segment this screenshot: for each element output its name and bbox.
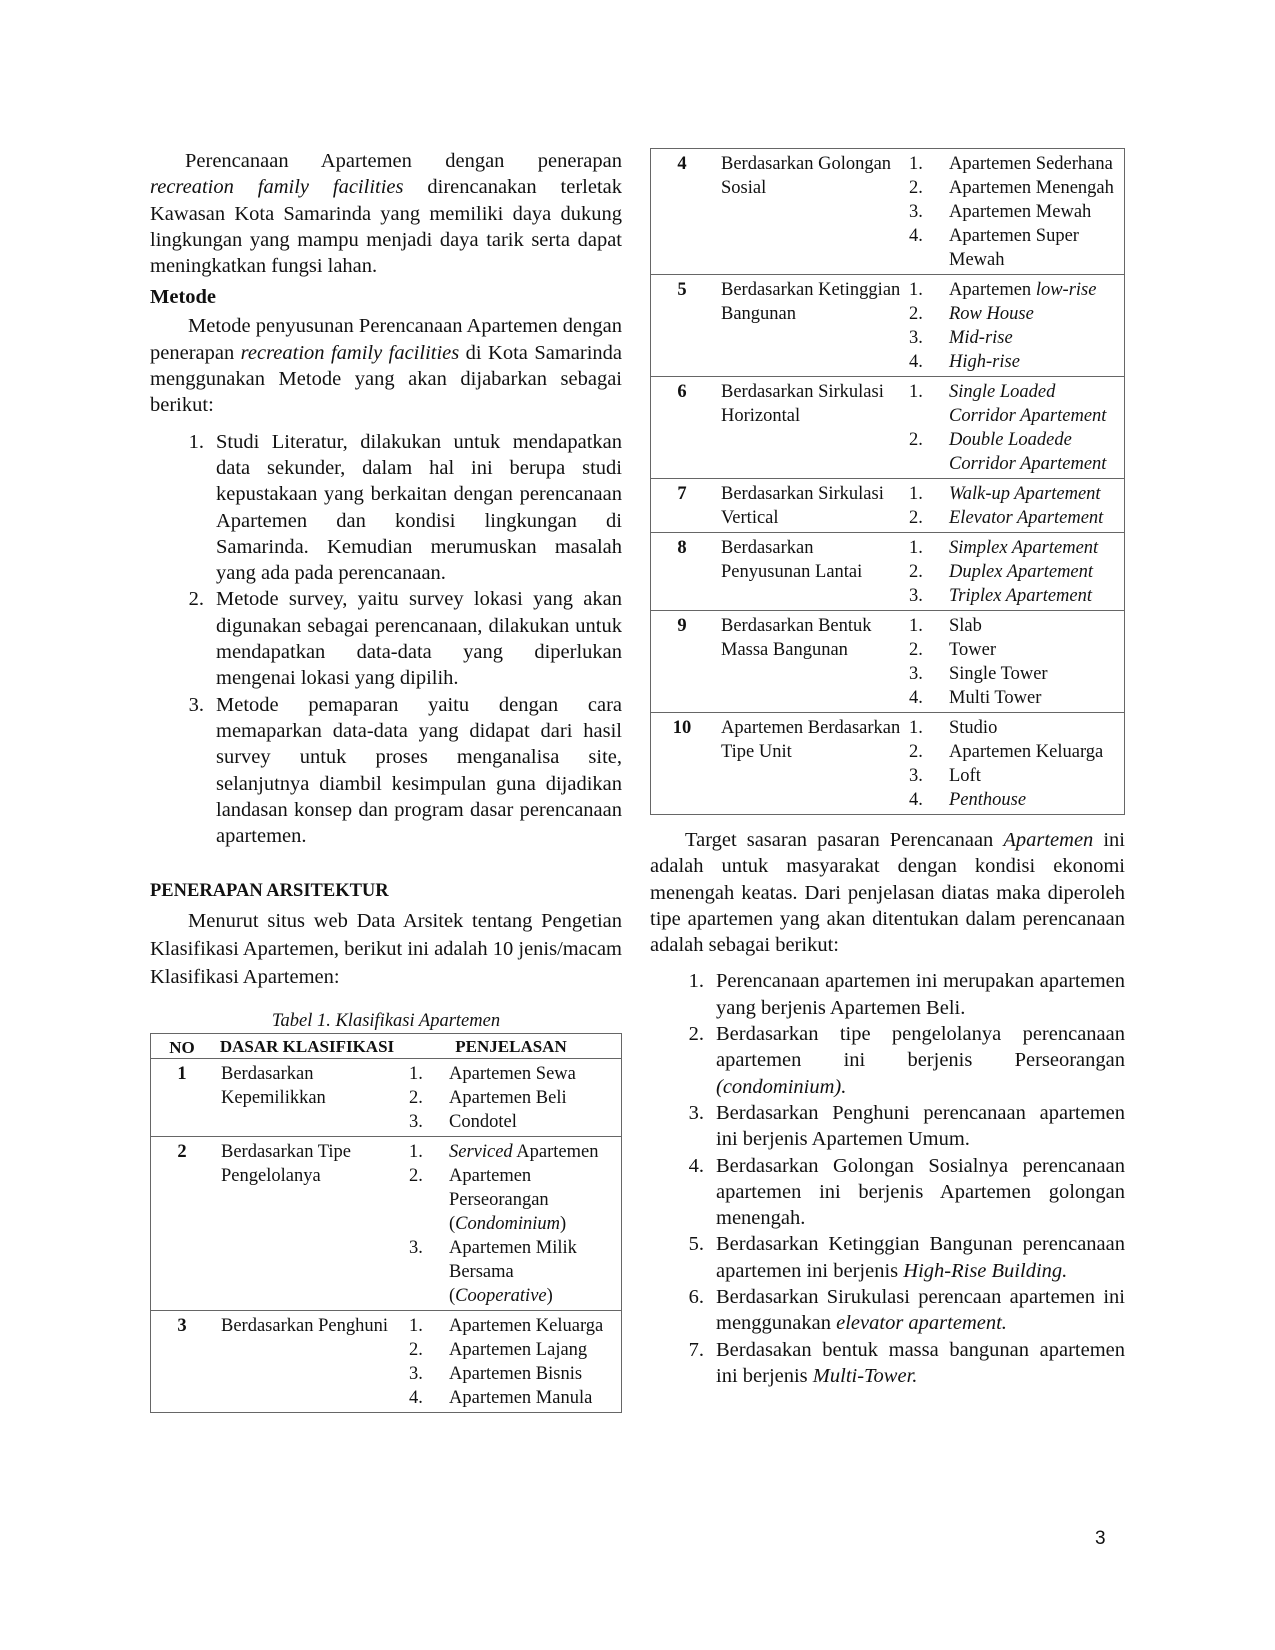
- penjelasan-item: 2. Duplex Apartement: [909, 562, 1094, 582]
- list-item: 3. Berdasarkan Penghuni perencanaan apartemen ini berjenis Apartemen Umum.: [688, 1101, 1125, 1151]
- row-number: 7: [651, 479, 714, 533]
- table-row: [151, 1137, 622, 1311]
- row-dasar: Berdasarkan Sirkulasi Horizontal: [713, 377, 901, 479]
- table-row: [651, 275, 1125, 377]
- row-penjelasan: [901, 377, 1125, 479]
- left-column: [150, 148, 622, 1413]
- row-dasar: Berdasarkan Penghuni: [213, 1311, 401, 1413]
- right-column: [650, 148, 1125, 1389]
- penjelasan-item: 3. Apartemen Mewah: [909, 202, 1092, 222]
- table-row: [651, 533, 1125, 611]
- penjelasan-item: 3. Single Tower: [909, 664, 1048, 684]
- row-penjelasan: [901, 149, 1125, 275]
- list-item: 1. Studi Literatur, dilakukan untuk mendapatkan data sekunder, dalam hal ini berupa studi kepustakaan yang berkaitan dengan perencanaan Apartemen dan kondisi lingkungan di Samarinda. Kemudian merumuskan masalah yang ada pada perencanaan.: [188, 430, 622, 585]
- list-item: 7. Berdasakan bentuk massa bangunan apartemen ini berjenis Multi-Tower.: [688, 1338, 1125, 1387]
- penjelasan-item: 2. Elevator Apartement: [909, 508, 1104, 528]
- penjelasan-item: 1. Studio: [909, 718, 998, 738]
- table-row: [651, 713, 1125, 815]
- list-item: 2. Metode survey, yaitu survey lokasi yang akan digunakan sebagai perencanaan, dilakukan untuk mendapatkan data-data yang diperlukan mengenai lokasi yang dipilih.: [188, 588, 622, 690]
- penerapan-paragraph: Menurut situs web Data Arsitek tentang Pengetian Klasifikasi Apartemen, berikut ini adalah 10 jenis/macam Klasifikasi Apartemen:: [150, 910, 622, 989]
- row-number: 2: [151, 1137, 214, 1311]
- penjelasan-item: 4. Apartemen Manula: [409, 1388, 593, 1409]
- metode-heading: Metode: [150, 286, 217, 309]
- header-dasar: DASAR KLASIFIKASI: [213, 1034, 401, 1059]
- row-dasar: Berdasarkan Ketinggian Bangunan: [713, 275, 901, 377]
- table-row: [151, 1059, 622, 1137]
- row-penjelasan: [901, 713, 1125, 815]
- penjelasan-item: 3. Mid-rise: [909, 328, 1013, 348]
- row-penjelasan: [901, 533, 1125, 611]
- penjelasan-item: 2. Apartemen Beli: [409, 1088, 567, 1109]
- row-number: 10: [651, 713, 714, 815]
- row-number: 8: [651, 533, 714, 611]
- header-no: NO: [151, 1034, 214, 1059]
- list-item: 1. Perencanaan apartemen ini merupakan apartemen yang berjenis Apartemen Beli.: [688, 970, 1125, 1019]
- list-item: 4. Berdasarkan Golongan Sosialnya perencanaan apartemen ini berjenis Apartemen golongan menengah.: [688, 1154, 1125, 1230]
- penjelasan-item: 3. Triplex Apartement: [909, 586, 1093, 606]
- classification-table-part2: [650, 148, 1125, 815]
- table-caption: Tabel 1. Klasifikasi Apartemen: [271, 1011, 501, 1032]
- list-item: 2. Berdasarkan tipe pengelolanya perencanaan apartemen ini berjenis Perseorangan (condominium).: [688, 1023, 1125, 1098]
- list-item: 3. Metode pemaparan yaitu dengan cara memaparkan data-data yang didapat dari hasil survey untuk proses menganalisa site, selanjutnya diambil kesimpulan guna dijadikan landasan konsep dan program dasar perencanaan apartemen.: [188, 693, 622, 848]
- table-row: [151, 1311, 622, 1413]
- penjelasan-item: 2. Apartemen Perseorangan (Condominium): [409, 1166, 567, 1235]
- list-item: 5. Berdasarkan Ketinggian Bangunan perencanaan apartemen ini berjenis High-Rise Building.: [688, 1233, 1125, 1282]
- penjelasan-item: 1. Serviced Apartemen: [409, 1142, 599, 1163]
- table-header-row: [151, 1034, 622, 1059]
- penjelasan-item: 2. Apartemen Keluarga: [909, 742, 1104, 762]
- penjelasan-item: 2. Apartemen Lajang: [409, 1340, 588, 1361]
- metode-list: [150, 429, 622, 850]
- table-row: [651, 479, 1125, 533]
- row-penjelasan: [401, 1059, 622, 1137]
- penjelasan-item: 4. Multi Tower: [909, 688, 1042, 708]
- penjelasan-item: 3. Condotel: [409, 1112, 517, 1133]
- row-number: 1: [151, 1059, 214, 1137]
- row-dasar: Berdasarkan Tipe Pengelolanya: [213, 1137, 401, 1311]
- penjelasan-item: 2. Double Loadede Corridor Apartement: [909, 430, 1107, 474]
- penjelasan-item: 1. Walk-up Apartement: [909, 484, 1101, 504]
- list-item: 6. Berdasarkan Sirukulasi perencaan apartemen ini menggunakan elevator apartement.: [688, 1286, 1125, 1335]
- row-dasar: Berdasarkan Golongan Sosial: [713, 149, 901, 275]
- penjelasan-item: 2. Tower: [909, 640, 996, 660]
- row-number: 9: [651, 611, 714, 713]
- penjelasan-item: 4. Apartemen Super Mewah: [909, 226, 1079, 270]
- penjelasan-item: 1. Apartemen Keluarga: [409, 1316, 604, 1337]
- classification-table-part1: [150, 1033, 622, 1413]
- target-list: [650, 968, 1125, 1389]
- row-penjelasan: [901, 479, 1125, 533]
- header-penjelasan: PENJELASAN: [401, 1034, 622, 1059]
- row-dasar: Berdasarkan Penyusunan Lantai: [713, 533, 901, 611]
- table-row: [651, 611, 1125, 713]
- metode-paragraph: Metode penyusunan Perencanaan Apartemen dengan penerapan recreation family facilities di Kota Samarinda menggunakan Metode yang akan dijabarkan sebagai berikut:: [150, 315, 622, 417]
- row-number: 3: [151, 1311, 214, 1413]
- penjelasan-item: 1. Single Loaded Corridor Apartement: [909, 382, 1107, 426]
- penjelasan-item: 3. Loft: [909, 766, 981, 786]
- table-row: [651, 149, 1125, 275]
- penjelasan-item: 4. Penthouse: [909, 790, 1027, 810]
- penjelasan-item: 3. Apartemen Milik Bersama (Cooperative): [409, 1238, 577, 1307]
- penjelasan-item: 1. Apartemen Sederhana: [909, 154, 1113, 174]
- row-dasar: Berdasarkan Bentuk Massa Bangunan: [713, 611, 901, 713]
- penjelasan-item: 2. Row House: [909, 304, 1034, 324]
- penjelasan-item: 1. Simplex Apartement: [909, 538, 1099, 558]
- penjelasan-item: 1. Apartemen low-rise: [909, 280, 1097, 300]
- penjelasan-item: 1. Apartemen Sewa: [409, 1064, 576, 1085]
- intro-paragraph: Perencanaan Apartemen dengan penerapan recreation family facilities direncanakan terletak Kawasan Kota Samarinda yang memiliki daya dukung lingkungan yang mampu menjadi daya tarik serta dapat meningkatkan fungsi lahan.: [150, 150, 622, 278]
- penerapan-heading: PENERAPAN ARSITEKTUR: [150, 881, 389, 902]
- penjelasan-item: 4. High-rise: [909, 352, 1020, 372]
- row-number: 6: [651, 377, 714, 479]
- row-dasar: Berdasarkan Sirkulasi Vertical: [713, 479, 901, 533]
- row-number: 5: [651, 275, 714, 377]
- target-paragraph: Target sasaran pasaran Perencanaan Apartemen ini adalah untuk masyarakat dengan kondisi ekonomi menengah keatas. Dari penjelasan diatas maka diperoleh tipe apartemen yang akan ditentukan dalam perencanaan adalah sebagai berikut:: [650, 829, 1125, 957]
- penjelasan-item: 2. Apartemen Menengah: [909, 178, 1114, 198]
- row-penjelasan: [901, 275, 1125, 377]
- row-penjelasan: [401, 1311, 622, 1413]
- row-dasar: Berdasarkan Kepemilikkan: [213, 1059, 401, 1137]
- row-penjelasan: [401, 1137, 622, 1311]
- penjelasan-item: 3. Apartemen Bisnis: [409, 1364, 583, 1385]
- table-row: [651, 377, 1125, 479]
- penjelasan-item: 1. Slab: [909, 616, 982, 636]
- row-penjelasan: [901, 611, 1125, 713]
- page-number: 3: [1095, 1528, 1106, 1549]
- row-number: 4: [651, 149, 714, 275]
- row-dasar: Apartemen Berdasarkan Tipe Unit: [713, 713, 901, 815]
